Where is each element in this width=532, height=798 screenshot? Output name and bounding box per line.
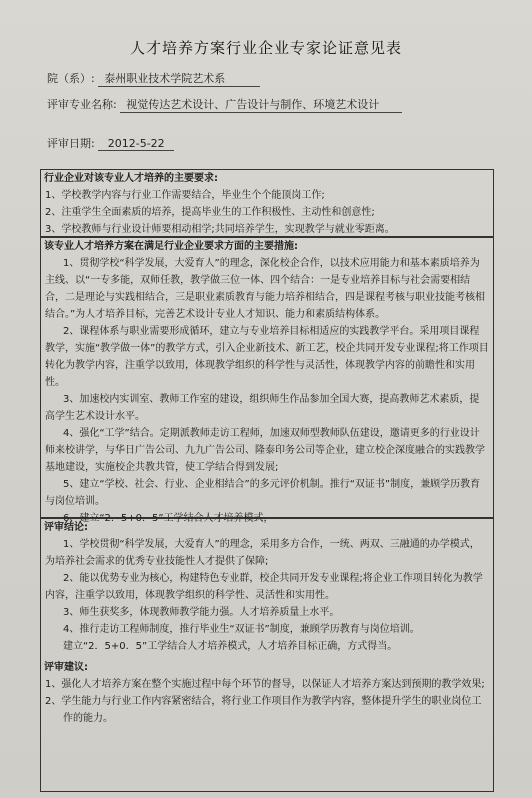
major-value: 视觉传达艺术设计、广告设计与制作、环境艺术设计 — [120, 96, 402, 113]
suggestion-item: 1、强化人才培养方案在整个实施过程中每个环节的督导，以保证人才培养方案达到预期的教学效果; — [45, 679, 485, 690]
suggestion-item: 2、学生能力与行业工作内容紧密结合，将行业工作项目作为教学内容，整体提升学生的职业岗位工作的能力。 — [45, 696, 482, 724]
conclusion-item: 3、师生获奖多，体现教师教学能力强。人才培养质量上水平。 — [63, 607, 340, 618]
measures-heading: 该专业人才培养方案在满足行业企业要求方面的主要措施: — [44, 241, 298, 252]
conclusion-item: 4、推行走访工程师制度，推行毕业生“双证书”制度，兼顾学历教育与岗位培训。 — [63, 624, 420, 635]
conclusion-section — [40, 518, 494, 792]
suggestion-heading: 评审建议: — [44, 662, 88, 673]
college-field — [47, 70, 260, 87]
measure-item: 3、加速校内实训室、教师工作室的建设，组织师生作品参加全国大赛，提高教师艺术素质，提高学生艺术设计水平。 — [45, 394, 480, 422]
conclusion-item: 2、能以优势专业为核心，构建特色专业群，校企共同开发专业课程;将企业工作项目转化为教学内容，注重学以致用，体现教学组织的科学性、灵活性和实用性。 — [45, 573, 483, 601]
requirements-section — [40, 169, 494, 237]
college-label: 院（系）: — [47, 72, 95, 85]
requirements-heading: 行业企业对该专业人才培养的主要要求: — [44, 173, 218, 184]
measure-item: 4、强化“工学”结合。定期派教师走访工程师，加速双师型教师队伍建设，邀请更多的行业设计师来校讲学，与华日广告公司、九九广告公司、隆泰印务公司等企业，建立校企深度融合的实践教学基地建设，实施校企共教共管，使工学结合得到发展; — [45, 428, 485, 473]
measure-item: 1、贯彻学校“科学发展，大爱育人”的理念，深化校企合作，以技术应用能力和基本素质培养为主线、以“一专多能，双师任教，教学做三位一体、四个结合：一是专业培养目标与社会需要相结合，二是理论与实践相结合，三是职业素质教育与能力培养相结合，四是课程考核与职业技能考核相结合。”为人才培养目标，完善艺术设计专业人才知识、能力和素质结构体系。 — [45, 258, 485, 320]
conclusion-item: 建立“2．5+0．5”工学结合人才培养模式，人才培养目标正确，方式得当。 — [63, 641, 398, 652]
date-field — [47, 135, 174, 151]
major-label: 评审专业名称: — [47, 98, 117, 111]
college-value: 泰州职业技术学院艺术系 — [98, 70, 260, 87]
measure-item: 2、课程体系与职业需要形成循环，建立与专业培养目标相适应的实践教学平台。采用项目课程教学，实施“教学做一体”的教学方式，引入企业新技术、新工艺，校企共同开发专业课程;将工作项目转化为教学内容，注重学以致用，体现教学组织的科学性与灵活性，体现教学内容的前瞻性和实用性。 — [45, 326, 489, 388]
conclusion-item: 1、学校贯彻“科学发展，大爱育人”的理念，采用多方合作，一统、两双、三融通的办学模式，为培养社会需求的优秀专业技能性人才提供了保障; — [45, 539, 480, 567]
requirement-item: 3、学校教师与行业设计师要相动相学;共同培养学生，实现教学与就业零距离。 — [45, 224, 395, 235]
date-label: 评审日期: — [47, 137, 95, 150]
requirement-item: 2、注重学生全面素质的培养，提高毕业生的工作积极性、主动性和创意性; — [45, 207, 375, 218]
date-value: 2012-5-22 — [98, 137, 174, 151]
document-title: 人才培养方案行业企业专家论证意见表 — [129, 39, 402, 57]
conclusion-heading: 评审结论: — [44, 522, 88, 533]
measures-section — [40, 237, 494, 524]
measure-item: 6、建立“2．5+0．5”工学结合人才培养模式， — [63, 513, 274, 524]
measure-item: 5、建立“学校、社会、行业、企业相结合”的多元评价机制。推行“双证书”制度，兼顾学历教育与岗位培训。 — [45, 479, 481, 507]
major-field — [47, 96, 402, 113]
requirement-item: 1、学校教学内容与行业工作需要结合，毕业生个个能顶岗工作; — [45, 190, 325, 201]
